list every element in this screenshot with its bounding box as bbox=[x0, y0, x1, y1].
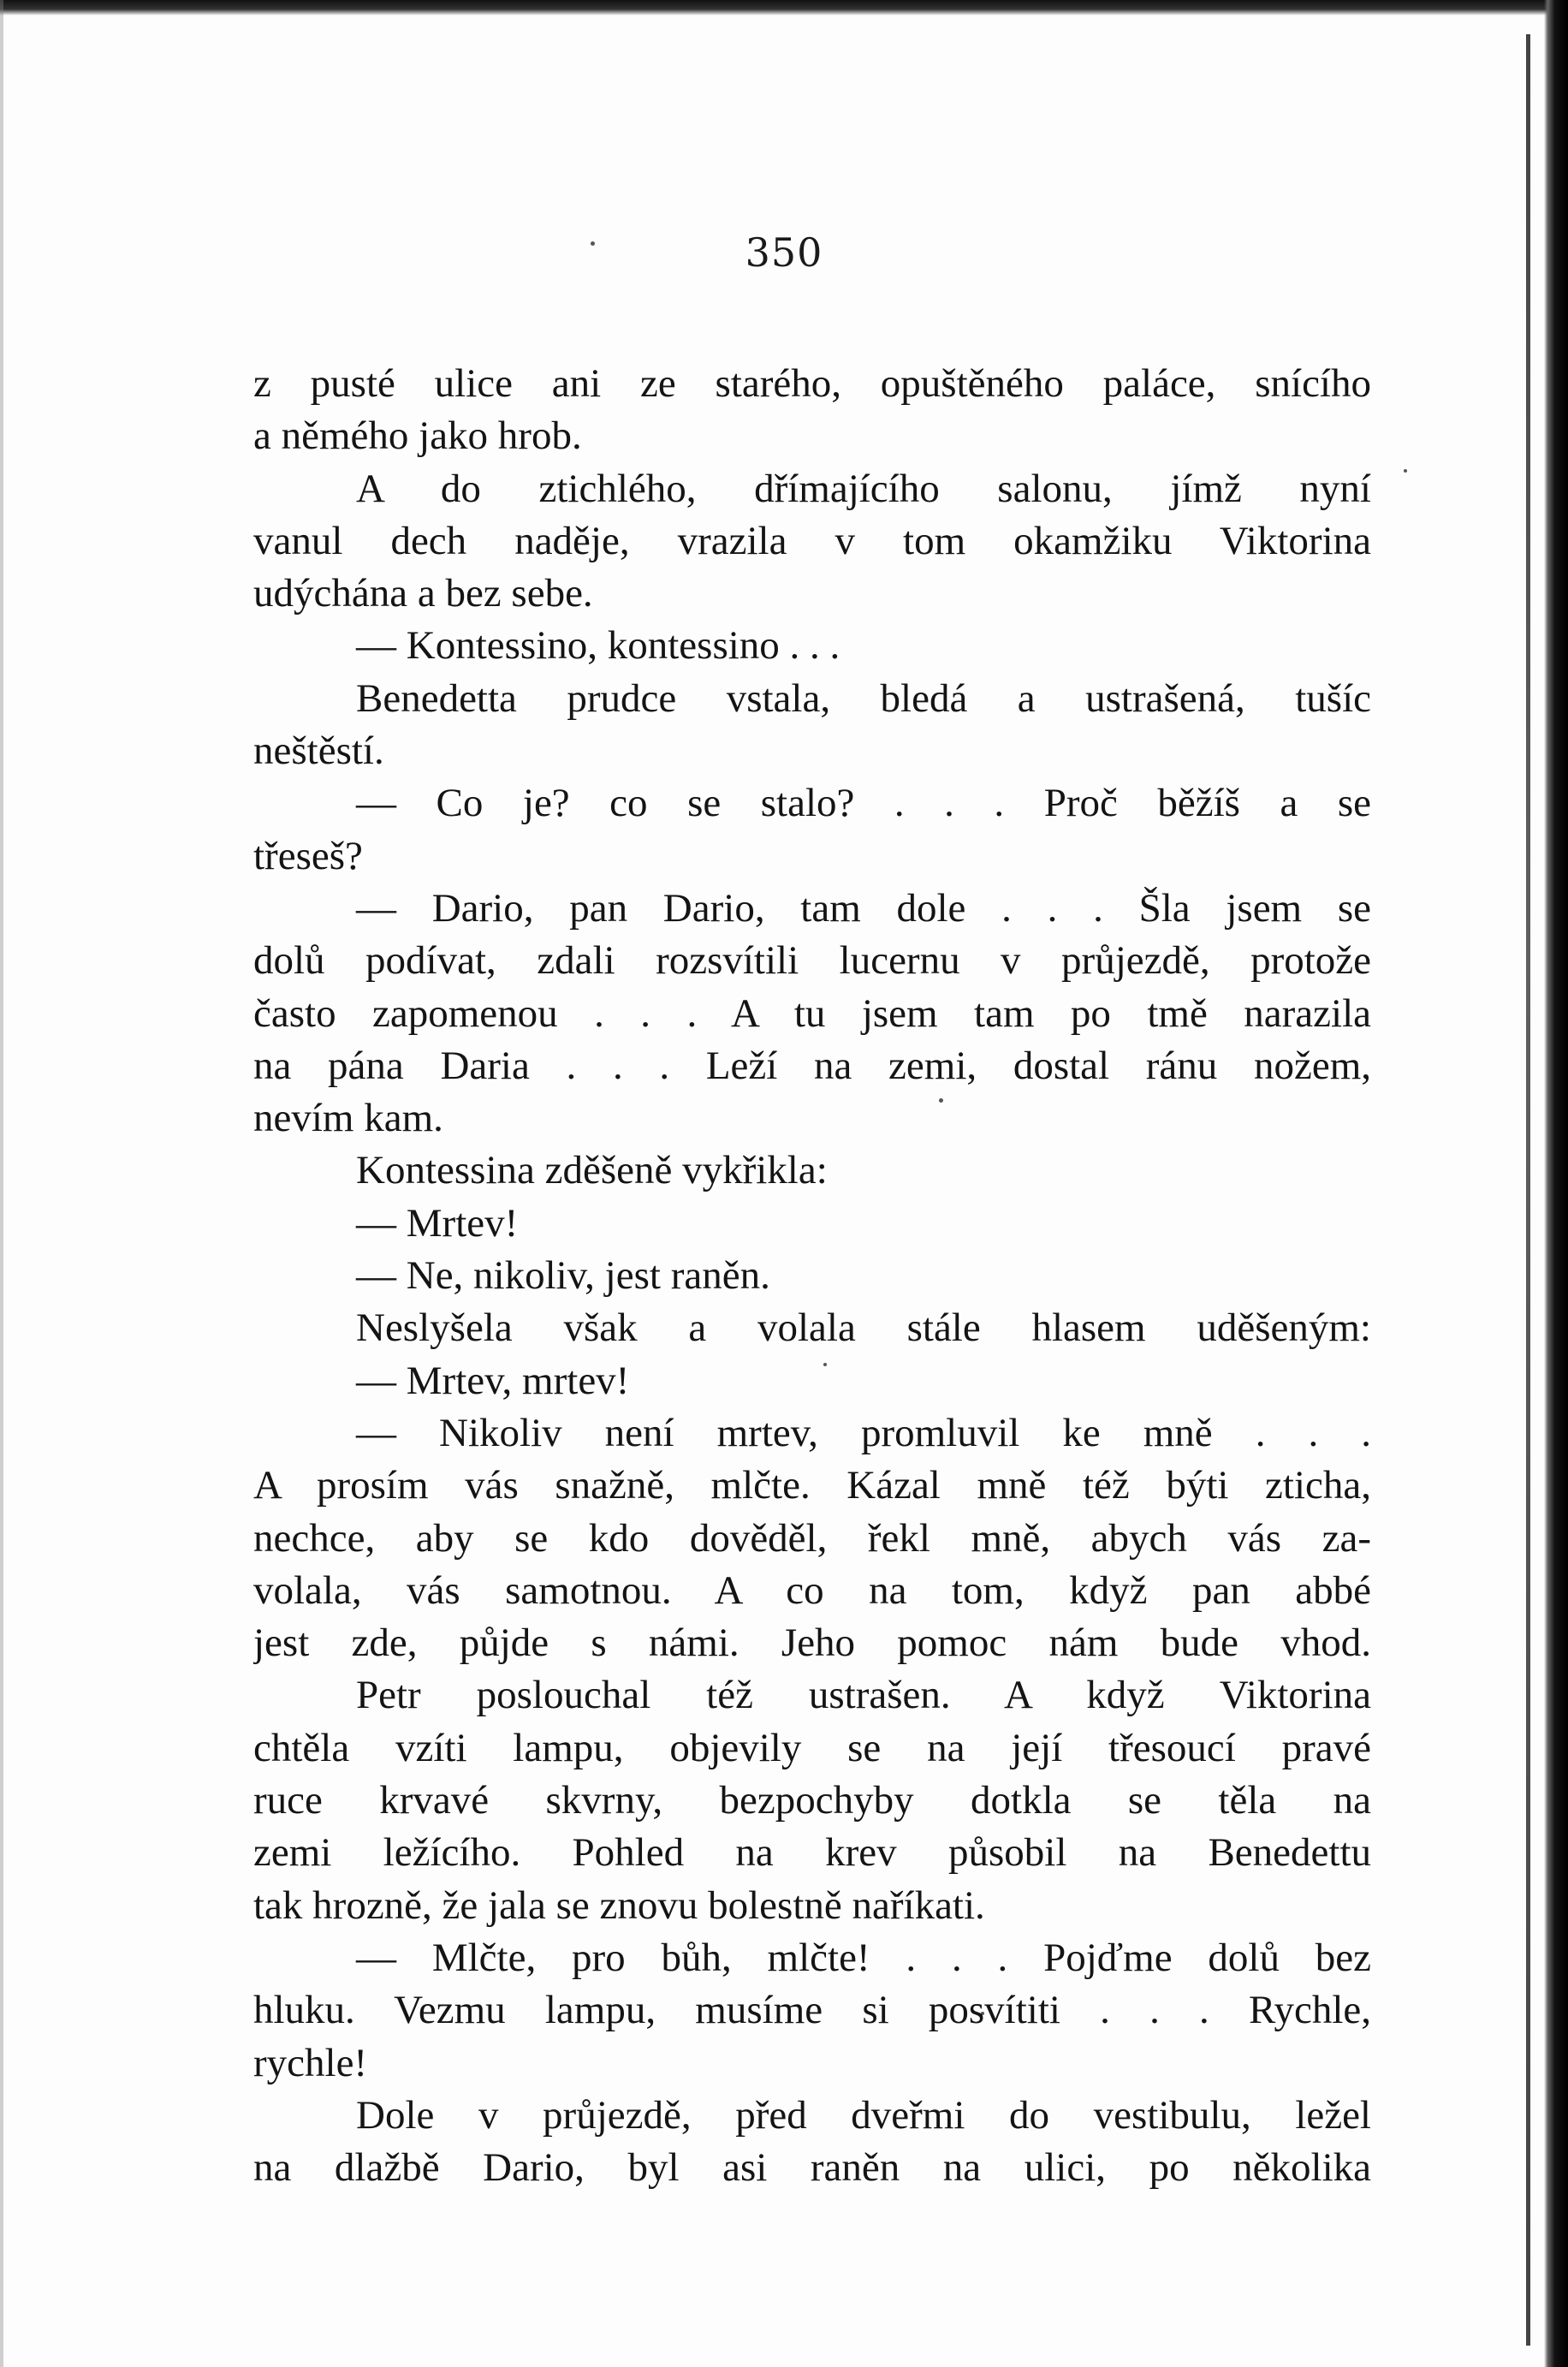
text-line: vanul dech naděje, vrazila v tom okamžiku Viktorina bbox=[253, 518, 1371, 563]
text-line: — Nikoliv není mrtev, promluvil ke mně . . . bbox=[356, 1410, 1371, 1455]
text-line: a němého jako hrob. bbox=[253, 413, 582, 459]
text-line: Dole v průjezdě, před dveřmi do vestibulu, ležel bbox=[356, 2092, 1371, 2138]
text-line: z pusté ulice ani ze starého, opuštěného paláce, snícího bbox=[253, 361, 1371, 406]
text-line: — Mrtev! bbox=[356, 1200, 519, 1246]
text-line: často zapomenou . . . A tu jsem tam po tmě narazila bbox=[253, 990, 1371, 1036]
page-number: 350 bbox=[745, 229, 823, 276]
text-line: hluku. Vezmu lampu, musíme si posvítiti . . . Rychle, bbox=[253, 1988, 1371, 2033]
text-line: neštěstí. bbox=[253, 729, 384, 774]
text-line: Petr poslouchal též ustrašen. A když Viktorina bbox=[356, 1673, 1371, 1718]
text-line: udýchána a bez sebe. bbox=[253, 571, 593, 616]
scan-edge-top bbox=[0, 0, 1568, 15]
text-line: volala, vás samotnou. A co na tom, když pan abbé bbox=[253, 1567, 1371, 1613]
text-line: — Mrtev, mrtev! bbox=[356, 1358, 630, 1403]
text-line: nevím kam. bbox=[253, 1096, 443, 1141]
text-line: na dlažbě Dario, byl asi raněn na ulici, po několika bbox=[253, 2145, 1371, 2191]
text-line: ruce krvavé skvrny, bezpochyby dotkla se těla na bbox=[253, 1778, 1371, 1823]
print-speck bbox=[1404, 469, 1407, 473]
body-text bbox=[253, 358, 1371, 2194]
text-line: dolů podívat, zdali rozsvítili lucernu v průjezdě, protože bbox=[253, 938, 1371, 984]
scan-edge-left bbox=[0, 0, 3, 2367]
text-line: Benedetta prudce vstala, bledá a ustrašená, tušíc bbox=[356, 675, 1371, 721]
text-line: — Dario, pan Dario, tam dole . . . Šla jsem se bbox=[356, 885, 1371, 931]
text-line: chtěla vzíti lampu, objevily se na její třesoucí pravé bbox=[253, 1725, 1371, 1770]
text-line: — Kontessino, kontessino . . . bbox=[356, 623, 840, 669]
text-line: — Ne, nikoliv, jest raněn. bbox=[356, 1253, 770, 1299]
text-line: — Co je? co se stalo? . . . Proč běžíš a se bbox=[356, 781, 1371, 826]
scan-edge-right bbox=[1544, 0, 1568, 2367]
text-line: tak hrozně, že jala se znovu bolestně naříkati. bbox=[253, 1882, 985, 1928]
text-line: rychle! bbox=[253, 2040, 368, 2085]
text-line: A do ztichlého, dřímajícího salonu, jímž nyní bbox=[356, 466, 1371, 511]
text-line: třeseš? bbox=[253, 833, 363, 878]
text-line: Neslyšela však a volala stále hlasem uděšeným: bbox=[356, 1305, 1371, 1351]
text-line: A prosím vás snažně, mlčte. Kázal mně též býti zticha, bbox=[253, 1463, 1371, 1508]
text-line: — Mlčte, pro bůh, mlčte! . . . Pojďme dolů bez bbox=[356, 1935, 1371, 1980]
text-line: jest zde, půjde s námi. Jeho pomoc nám bude vhod. bbox=[253, 1621, 1371, 1666]
scan-edge-right-inner bbox=[1526, 34, 1530, 2346]
text-line: Kontessina zděšeně vykřikla: bbox=[356, 1148, 828, 1193]
text-line: zemi ležícího. Pohled na krev působil na Benedettu bbox=[253, 1830, 1371, 1876]
text-line: nechce, aby se kdo dověděl, řekl mně, abych vás za- bbox=[253, 1515, 1371, 1561]
text-line: na pána Daria . . . Leží na zemi, dostal ránu nožem, bbox=[253, 1043, 1371, 1088]
